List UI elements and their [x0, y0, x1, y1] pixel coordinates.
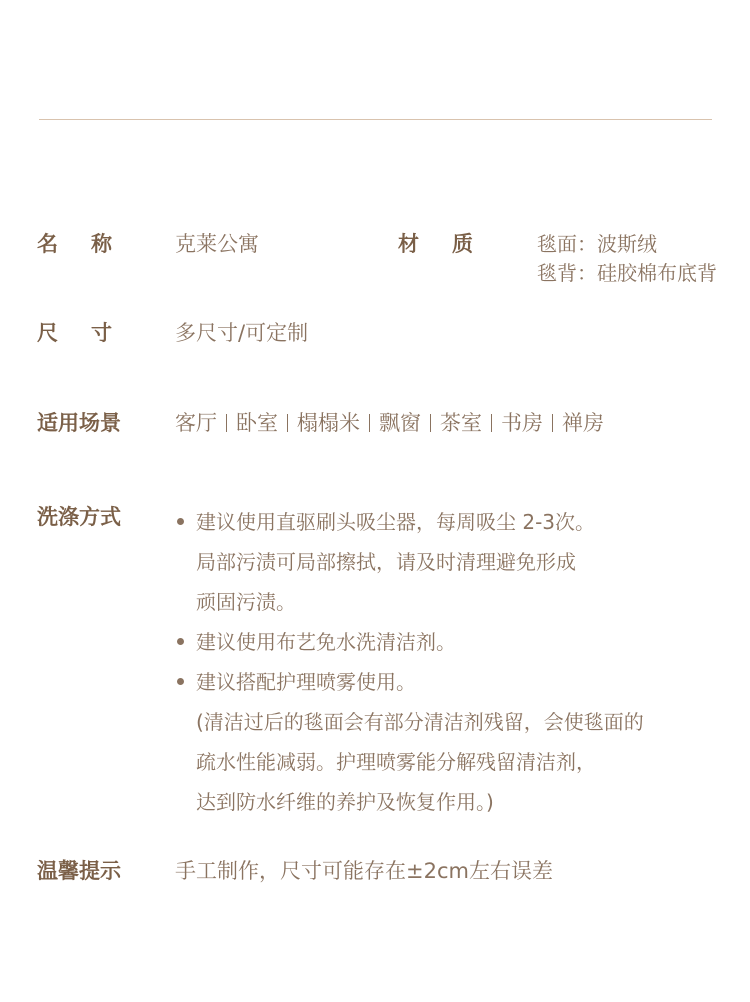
size-value: 多尺寸/可定制 — [175, 321, 309, 345]
material-value — [537, 230, 717, 288]
bullet-icon — [177, 638, 184, 645]
scene-item: 客厅 — [175, 411, 217, 435]
scene-separator — [287, 414, 288, 432]
care-line: 局部污渍可局部擦拭，请及时清理避免形成 — [196, 550, 576, 574]
care-line: (清洁过后的毯面会有部分清洁剂残留，会使毯面的 — [196, 710, 644, 734]
care-item-spray — [175, 662, 735, 822]
scenes-label: 适用场景 — [37, 411, 121, 435]
scene-item: 茶室 — [440, 411, 482, 435]
care-line: 建议使用直驱刷头吸尘器，每周吸尘 2-3次。 — [196, 510, 596, 534]
care-line: 疏水性能减弱。护理喷雾能分解残留清洁剂， — [196, 750, 596, 774]
size-label-char-1: 尺 — [37, 321, 58, 345]
care-line: 顽固污渍。 — [196, 590, 296, 614]
scene-item: 卧室 — [236, 411, 278, 435]
scene-separator — [430, 414, 431, 432]
name-label — [37, 229, 112, 259]
care-line: 达到防水纤维的养护及恢复作用。) — [196, 790, 494, 814]
material-label — [398, 229, 473, 259]
name-label-char-2: 称 — [91, 232, 112, 256]
tips-label: 温馨提示 — [37, 859, 121, 883]
scenes-list — [175, 408, 604, 438]
material-line-back: 毯背：硅胶棉布底背 — [537, 261, 717, 285]
size-label-char-2: 寸 — [91, 321, 112, 345]
care-list — [175, 502, 735, 822]
tips-value: 手工制作，尺寸可能存在±2cm左右误差 — [175, 859, 553, 883]
name-value: 克莱公寓 — [175, 232, 259, 256]
material-label-char-1: 材 — [398, 232, 419, 256]
care-line: 建议使用布艺免水洗清洁剂。 — [196, 630, 456, 654]
bullet-icon — [177, 518, 184, 525]
top-divider — [39, 119, 712, 120]
material-label-char-2: 质 — [452, 232, 473, 256]
bullet-icon — [177, 678, 184, 685]
scene-item: 书房 — [501, 411, 543, 435]
scene-item: 榻榻米 — [297, 411, 360, 435]
scene-item: 禅房 — [562, 411, 604, 435]
size-label — [37, 318, 112, 348]
scene-separator — [226, 414, 227, 432]
care-line: 建议搭配护理喷雾使用。 — [196, 670, 416, 694]
scene-item: 飘窗 — [379, 411, 421, 435]
care-item-cleaner — [175, 622, 735, 662]
care-label: 洗涤方式 — [37, 505, 121, 529]
care-item-vacuum — [175, 502, 735, 622]
scene-separator — [552, 414, 553, 432]
scene-separator — [491, 414, 492, 432]
scene-separator — [369, 414, 370, 432]
material-line-surface: 毯面：波斯绒 — [537, 232, 657, 256]
name-label-char-1: 名 — [37, 232, 58, 256]
